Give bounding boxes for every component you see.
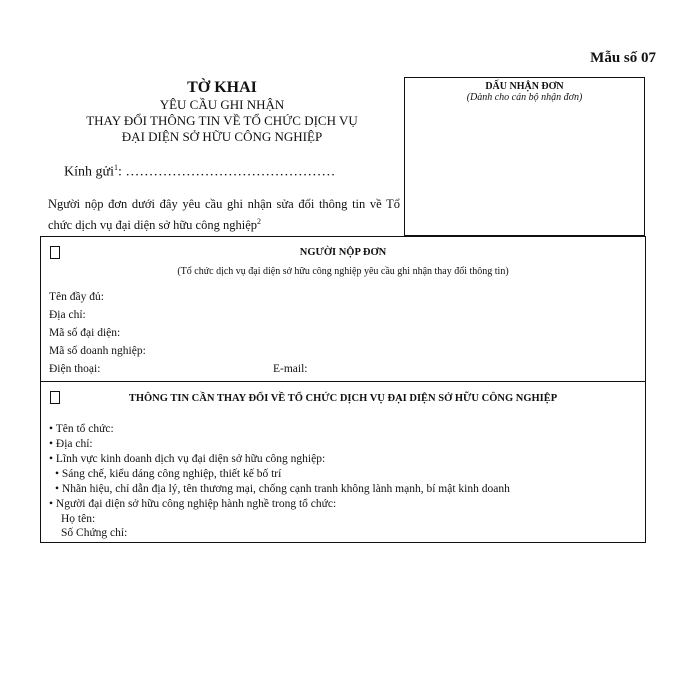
title-line-2: THAY ĐỔI THÔNG TIN VỀ TỔ CHỨC DỊCH VỤ bbox=[86, 113, 358, 128]
org-address-field[interactable]: • Địa chỉ: bbox=[49, 438, 93, 450]
practitioner-label: • Người đại diện sở hữu công nghiệp hành nghề trong tổ chức: bbox=[49, 498, 337, 510]
title-line-1: YÊU CẦU GHI NHẬN bbox=[159, 97, 285, 112]
receipt-stamp-box bbox=[404, 77, 645, 236]
full-name-field[interactable]: Tên đầy đủ: bbox=[49, 291, 104, 303]
business-field-label: • Lĩnh vực kinh doanh dịch vụ đại diện sở hữu công nghiệp: bbox=[49, 453, 326, 465]
email-field[interactable]: E-mail: bbox=[273, 363, 308, 375]
intro-footnote: 2 bbox=[257, 217, 262, 226]
addressee-label: Kính gửi bbox=[64, 164, 114, 180]
applicant-heading: NGƯỜI NỘP ĐƠN bbox=[299, 247, 387, 258]
org-name-field[interactable]: • Tên tổ chức: bbox=[49, 423, 114, 435]
intro-paragraph bbox=[48, 196, 400, 234]
phone-field[interactable]: Điện thoại: bbox=[49, 363, 101, 375]
changes-heading: THÔNG TIN CẦN THAY ĐỔI VỀ TỔ CHỨC DỊCH VỤ ĐẠI DIỆN SỞ HỮU CÔNG NGHIỆP bbox=[128, 393, 558, 404]
form-code: Mẫu số 07 bbox=[590, 50, 656, 66]
addressee-line[interactable] bbox=[64, 163, 335, 181]
title-main: TỜ KHAI bbox=[187, 79, 257, 96]
certificate-no-field[interactable]: Số Chứng chỉ: bbox=[61, 527, 128, 539]
stamp-note: (Dành cho cán bộ nhận đơn) bbox=[466, 92, 583, 103]
stamp-title: DẤU NHẬN ĐƠN bbox=[485, 81, 564, 92]
field-option-trademark[interactable]: • Nhãn hiệu, chỉ dẫn địa lý, tên thương mại, chống cạnh tranh không lành mạnh, bí mật kinh doanh bbox=[55, 483, 510, 495]
intro-text: Người nộp đơn dưới đây yêu cầu ghi nhận sửa đổi thông tin về Tổ chức dịch vụ đại diện sở hữu công nghiệp bbox=[48, 197, 400, 233]
applicant-section bbox=[40, 236, 646, 382]
changes-section bbox=[40, 381, 646, 543]
addressee-dots: : ……………………………………… bbox=[117, 164, 336, 180]
field-option-patent[interactable]: • Sáng chế, kiểu dáng công nghiệp, thiết kế bố trí bbox=[55, 468, 282, 480]
rep-code-field[interactable]: Mã số đại diện: bbox=[49, 327, 121, 339]
addressee-footnote: 1 bbox=[113, 163, 118, 172]
business-code-field[interactable]: Mã số doanh nghiệp: bbox=[49, 345, 146, 357]
form-title bbox=[40, 79, 404, 145]
person-name-field[interactable]: Họ tên: bbox=[61, 513, 96, 525]
address-field[interactable]: Địa chỉ: bbox=[49, 309, 86, 321]
applicant-note: (Tổ chức dịch vụ đại diện sở hữu công nghiệp yêu cầu ghi nhận thay đổi thông tin) bbox=[177, 266, 509, 277]
title-line-3: ĐẠI DIỆN SỞ HỮU CÔNG NGHIỆP bbox=[121, 129, 323, 144]
